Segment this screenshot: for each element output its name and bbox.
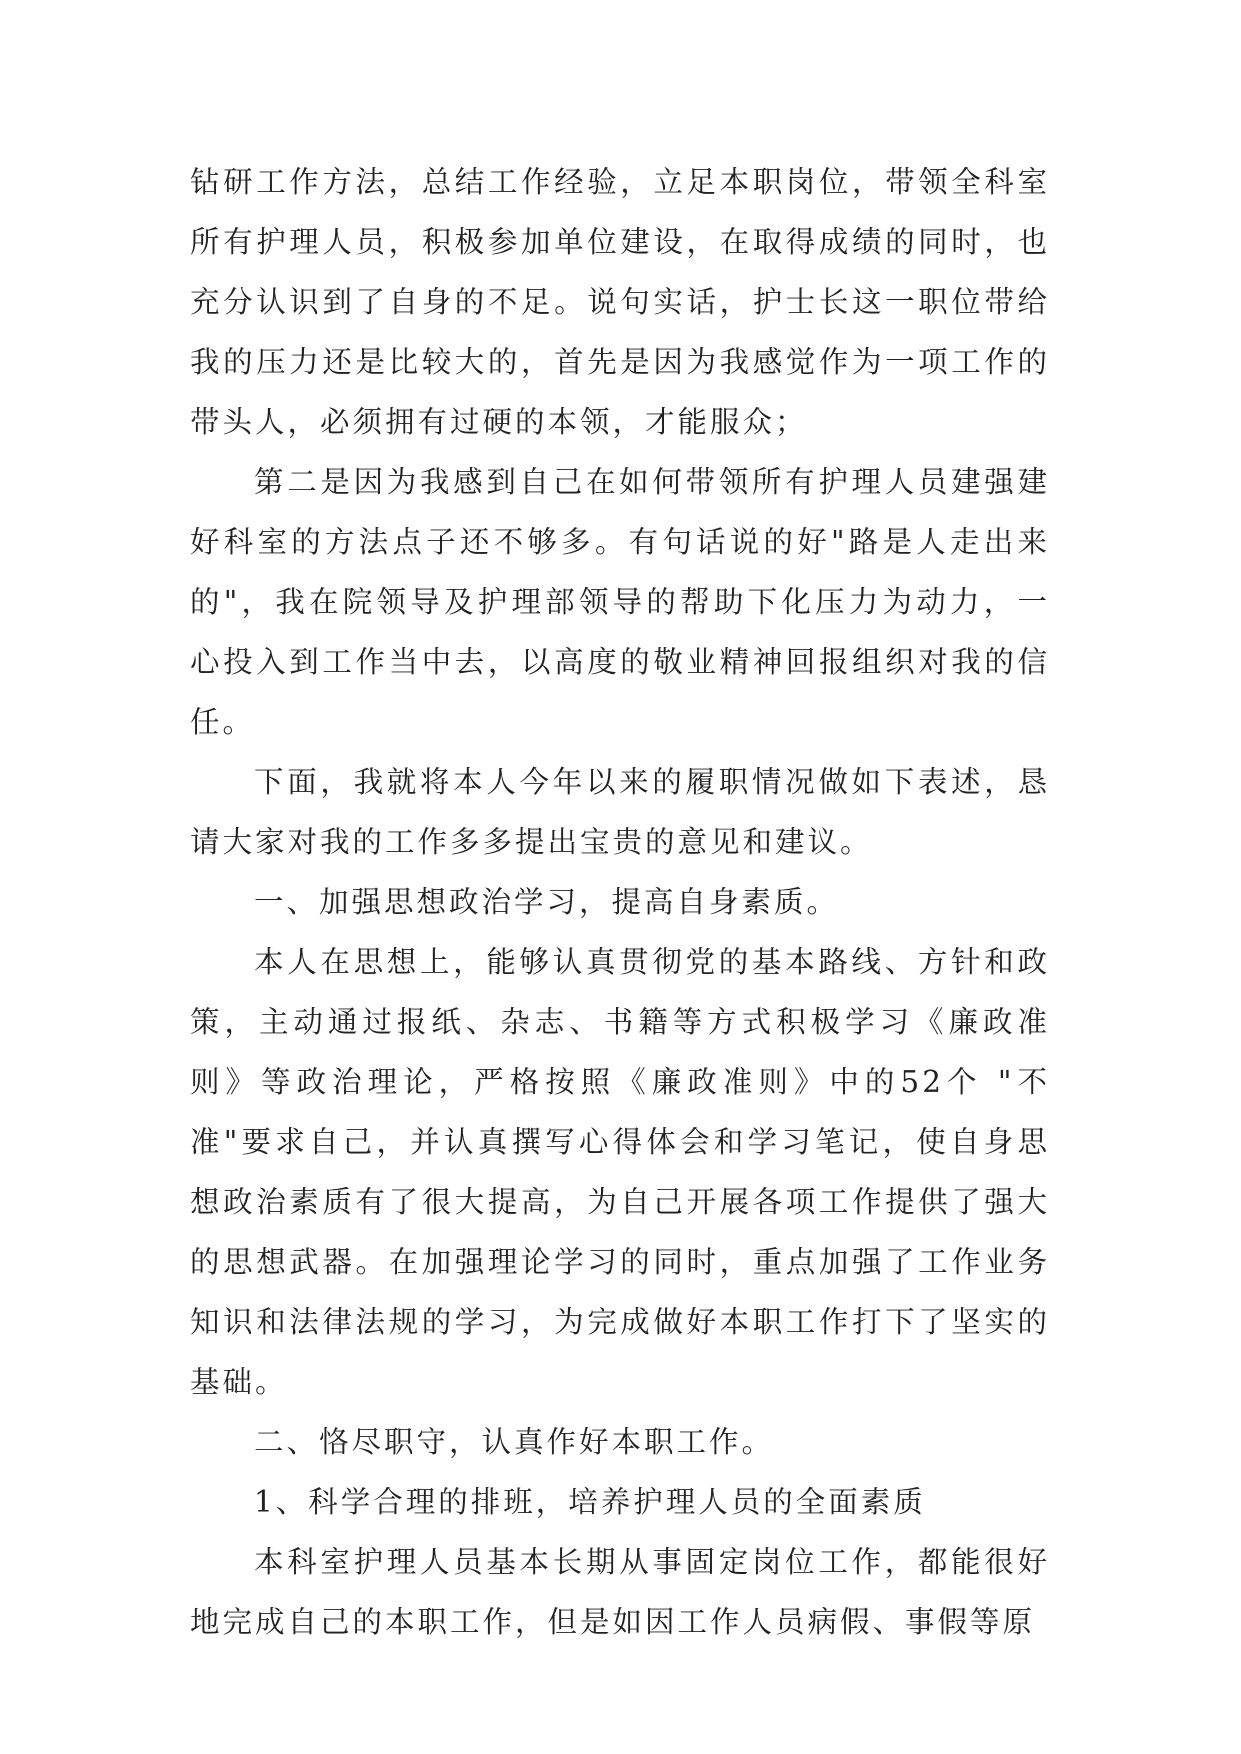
document-body xyxy=(190,152,1050,1652)
paragraph: 本人在思想上，能够认真贯彻党的基本路线、方针和政策，主动通过报纸、杂志、书籍等方式积极学习《廉政准则》等政治理论，严格按照《廉政准则》中的52个 "不准"要求自己，并认真撰写心得体会和学习笔记，使自身思想政治素质有了很大提高，为自己开展各项工作提供了强大的思想武器。在加强理论学习的同时，重点加强了工作业务知识和法律法规的学习，为完成做好本职工作打下了坚实的基础。 xyxy=(190,945,1050,1399)
subsection-heading: 1、科学合理的排班，培养护理人员的全面素质 xyxy=(254,1485,926,1519)
paragraph: 第二是因为我感到自己在如何带领所有护理人员建强建好科室的方法点子还不够多。有句话说的好"路是人走出来的"，我在院领导及护理部领导的帮助下化压力为动力，一心投入到工作当中去，以高度的敬业精神回报组织对我的信任。 xyxy=(190,465,1050,739)
paragraph: 钻研工作方法，总结工作经验，立足本职岗位，带领全科室所有护理人员，积极参加单位建设，在取得成绩的同时，也充分认识到了自身的不足。说句实话，护士长这一职位带给我的压力还是比较大的，首先是因为我感觉作为一项工作的带头人，必须拥有过硬的本领，才能服众； xyxy=(190,165,1050,439)
section-heading: 二、恪尽职守，认真作好本职工作。 xyxy=(254,1425,775,1459)
section-heading: 一、加强思想政治学习，提高自身素质。 xyxy=(254,885,840,919)
paragraph: 本科室护理人员基本长期从事固定岗位工作，都能很好地完成自己的本职工作，但是如因工作人员病假、事假等原 xyxy=(190,1545,1050,1639)
paragraph: 下面，我就将本人今年以来的履职情况做如下表述，恳请大家对我的工作多多提出宝贵的意见和建议。 xyxy=(190,765,1050,859)
